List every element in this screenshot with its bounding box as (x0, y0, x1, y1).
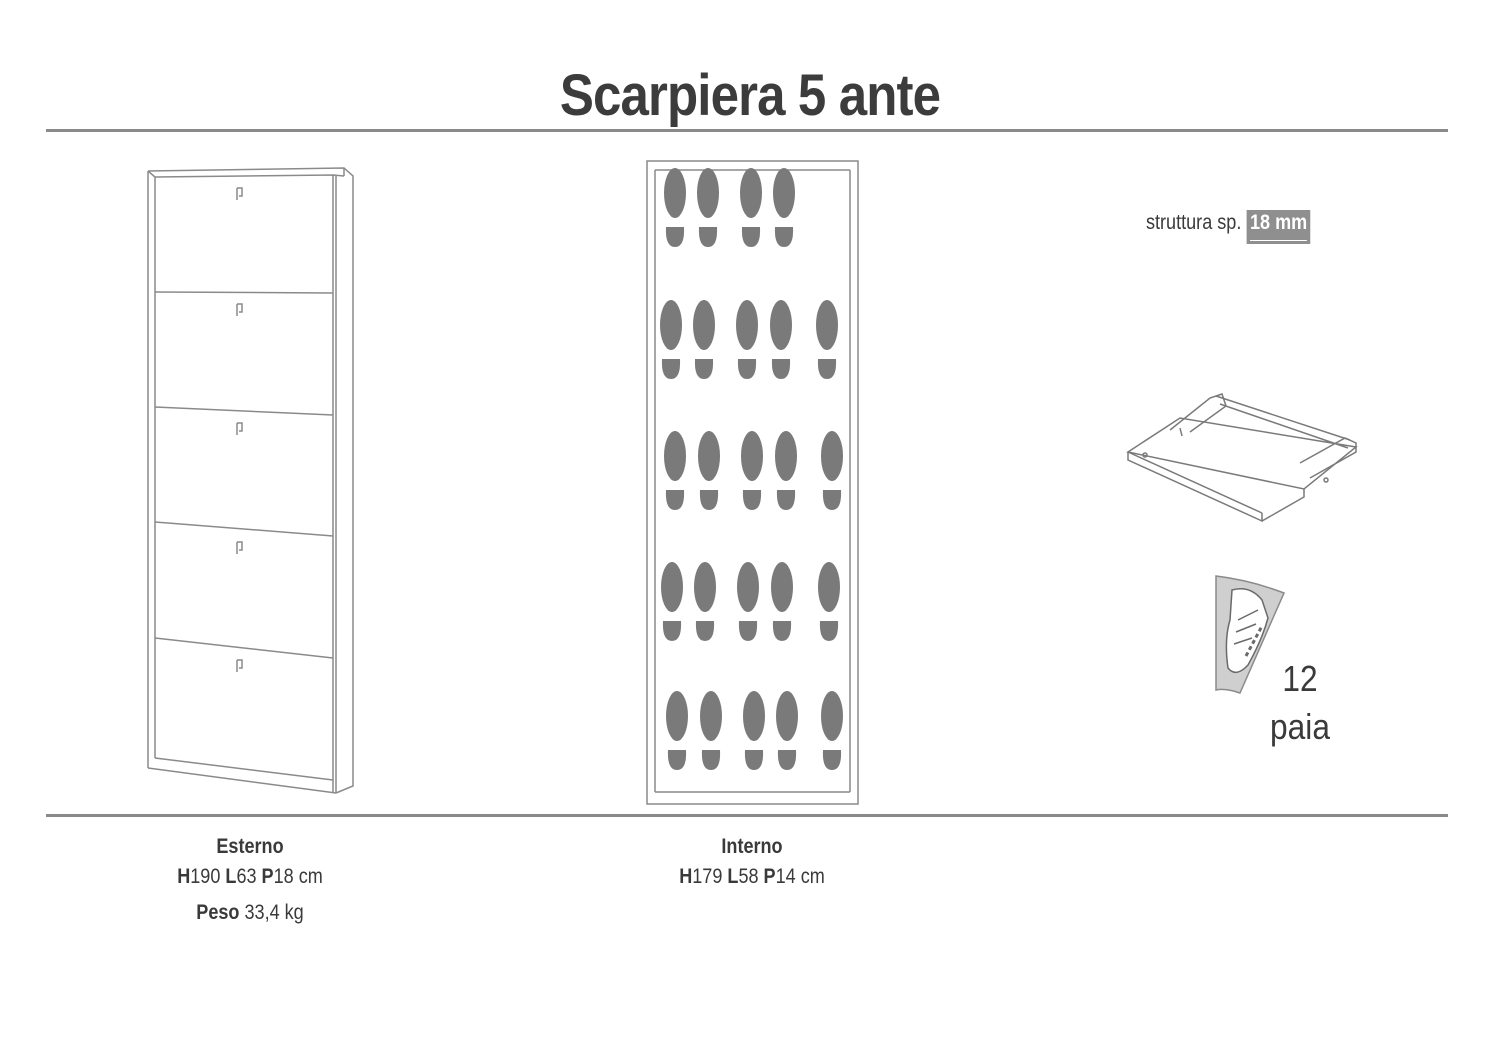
thickness-arrow-icon (1250, 240, 1307, 241)
exterior-dimensions (147, 865, 353, 889)
interior-dimensions (649, 865, 855, 889)
shoe-rack-shelf-drawing (1128, 394, 1356, 521)
dim-l-value: 63 (236, 865, 257, 888)
structure-thickness-note (1146, 210, 1311, 244)
exterior-heading: Esterno (216, 835, 284, 858)
weight-value: 33,4 kg (244, 901, 304, 924)
dim-l-key: L (225, 865, 237, 888)
dim-l-key: L (727, 865, 739, 888)
dim-h-key: H (177, 865, 191, 888)
dim-h-key: H (679, 865, 693, 888)
footprints-interior-drawing (647, 161, 858, 804)
thickness-value: 18 mm (1249, 211, 1308, 234)
interior-heading: Interno (721, 835, 783, 858)
thickness-badge (1247, 210, 1311, 244)
capacity-number: 12 (1282, 658, 1318, 699)
dim-p-key: P (261, 865, 274, 888)
structure-label: struttura sp. (1146, 211, 1242, 234)
capacity-unit: paia (1270, 706, 1330, 747)
exterior-specs (147, 835, 353, 925)
dim-l-value: 58 (738, 865, 759, 888)
dim-p-value: 18 cm (273, 865, 323, 888)
cabinet-front-drawing (148, 168, 353, 793)
weight-label: Peso (196, 901, 240, 924)
dim-p-key: P (763, 865, 776, 888)
page-title: Scarpiera 5 ante (559, 63, 941, 128)
capacity-label (1256, 655, 1344, 751)
interior-specs (649, 835, 855, 889)
dim-h-value: 190 (190, 865, 221, 888)
dim-p-value: 14 cm (775, 865, 825, 888)
dim-h-value: 179 (692, 865, 723, 888)
weight-line (147, 901, 353, 925)
